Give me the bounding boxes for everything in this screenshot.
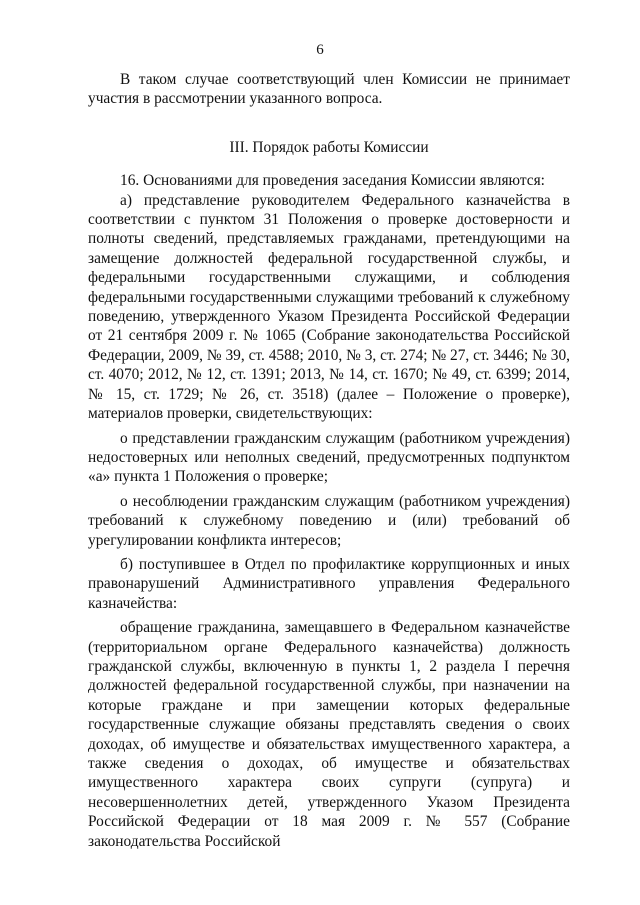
paragraph-16a: а) представление руководителем Федерального казначейства в соответствии с пунктом 31 Положения о проверке достоверности и полноты сведений, представляемых гражданами, претендующими на замещение должностей федеральной государственной службы, и федеральными государственными служащими, и соблюдения федеральными государственными служащими требований к служебному поведению, утвержденного Указом Президента Российской Федерации от 21 сентября 2009 г. № 1065 (Собрание законодательства Российской Федерации, 2009, № 39, ст. 4588; 2010, № 3, ст. 274; № 27, ст. 3446; № 30, ст. 4070; 2012, № 12, ст. 1391; 2013, № 14, ст. 1670; № 49, ст. 6399; 2014, № 15, ст. 1729; № 26, ст. 3518) (далее – Положение о проверке), материалов проверки, свидетельствующих: <box>88 191 570 423</box>
document-body <box>88 70 570 851</box>
section-heading: III. Порядок работы Комиссии <box>229 138 429 156</box>
paragraph-recusal: В таком случае соответствующий член Комиссии не принимает участия в рассмотрении указанного вопроса. <box>88 71 570 108</box>
paragraph-16a-item-1: о представлении гражданским служащим (работником учреждения) недостоверных или неполных сведений, предусмотренных подпунктом «а» пункта 1 Положения о проверке; <box>88 429 570 486</box>
page-number: 6 <box>316 42 324 58</box>
paragraph-16a-item-2: о несоблюдении гражданским служащим (работником учреждения) требований к служебному поведению и (или) требований об урегулировании конфликта интересов; <box>88 492 570 549</box>
paragraph-16b-item-1: обращение гражданина, замещавшего в Федеральном казначействе (территориальном органе Федерального казначейства) должность гражданской службы, включенную в пункты 1, 2 раздела I перечня должностей федеральной государственной службы, при назначении на которые граждане и при замещении которых федеральные государственные служащие обязаны представлять сведения о своих доходах, об имуществе и обязательствах имущественного характера, а также сведения о доходах, об имуществе и обязательствах имущественного характера своих супруги (супруга) и несовершеннолетних детей, утвержденного Указом Президента Российской Федерации от 18 мая 2009 г. № 557 (Собрание законодательства Российской <box>88 619 570 850</box>
paragraph-16b: б) поступившее в Отдел по профилактике коррупционных и иных правонарушений Административного управления Федерального казначейства: <box>88 555 570 612</box>
paragraph-16: 16. Основаниями для проведения заседания Комиссии являются: <box>120 172 545 190</box>
